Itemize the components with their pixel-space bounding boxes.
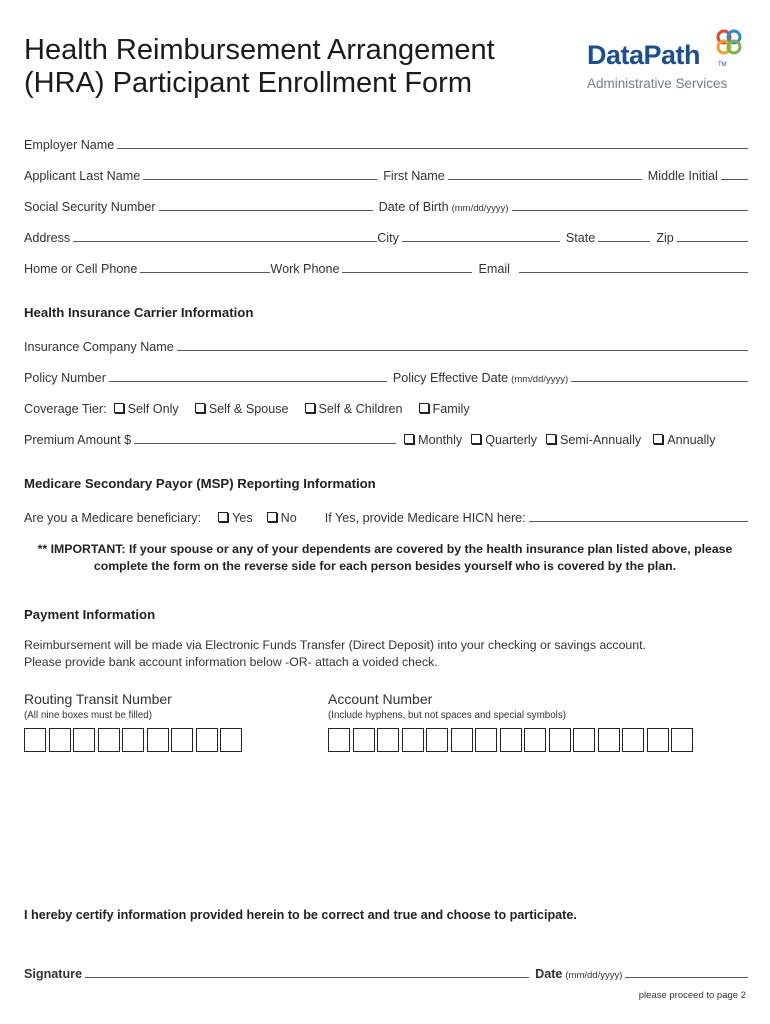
- dob-field[interactable]: [512, 210, 748, 211]
- work-phone-label: Work Phone: [270, 262, 340, 276]
- account-note: (Include hyphens, but not spaces and special symbols): [328, 710, 566, 721]
- medicare-row: [24, 507, 748, 525]
- checkbox-icon[interactable]: [267, 512, 277, 522]
- page-title: [24, 34, 495, 100]
- dob-format: (mm/dd/yyyy): [451, 203, 509, 214]
- account-digit-box[interactable]: [377, 728, 399, 752]
- account-digit-box[interactable]: [426, 728, 448, 752]
- payment-line-2: Please provide bank account information below -OR- attach a voided check.: [24, 655, 438, 669]
- account-digit-box[interactable]: [622, 728, 644, 752]
- state-label: State: [565, 231, 596, 245]
- dob-label: Date of Birth: [378, 200, 449, 214]
- frequency-option-annually[interactable]: Annually: [653, 433, 715, 447]
- ssn-label: Social Security Number: [24, 200, 156, 214]
- account-number-boxes: [328, 728, 696, 752]
- employer-name-label: Employer Name: [24, 138, 115, 152]
- coverage-option-self-spouse[interactable]: Self & Spouse: [195, 402, 289, 416]
- insurance-company-label: Insurance Company Name: [24, 340, 174, 354]
- applicant-name-row: [24, 165, 748, 183]
- logo-subtitle: Administrative Services: [587, 76, 728, 91]
- insurance-company-field[interactable]: [177, 350, 748, 351]
- policy-number-field[interactable]: [109, 381, 387, 382]
- page-footer: please proceed to page 2: [638, 990, 746, 1001]
- checkbox-icon[interactable]: [218, 512, 228, 522]
- hicn-field[interactable]: [529, 521, 748, 522]
- routing-title: Routing Transit Number: [24, 691, 172, 707]
- signature-field[interactable]: [85, 977, 529, 978]
- address-row: [24, 227, 748, 245]
- middle-initial-field[interactable]: [721, 179, 748, 180]
- employer-name-field[interactable]: [117, 148, 748, 149]
- checkbox-icon[interactable]: [404, 434, 414, 444]
- medicare-option-yes[interactable]: Yes: [218, 511, 253, 525]
- coverage-option-self-children[interactable]: Self & Children: [305, 402, 403, 416]
- email-field[interactable]: [519, 272, 748, 273]
- payment-instructions: [24, 637, 744, 671]
- state-field[interactable]: [598, 241, 650, 242]
- account-digit-box[interactable]: [671, 728, 693, 752]
- city-field[interactable]: [402, 241, 560, 242]
- account-digit-box[interactable]: [598, 728, 620, 752]
- checkbox-icon[interactable]: [195, 403, 205, 413]
- account-digit-box[interactable]: [524, 728, 546, 752]
- routing-digit-box[interactable]: [220, 728, 242, 752]
- policy-row: [24, 367, 748, 385]
- title-line-1: Health Reimbursement Arrangement: [24, 34, 495, 66]
- checkbox-icon[interactable]: [305, 403, 315, 413]
- account-digit-box[interactable]: [475, 728, 497, 752]
- routing-digit-box[interactable]: [171, 728, 193, 752]
- checkbox-icon[interactable]: [546, 434, 556, 444]
- phone-row: [24, 258, 748, 276]
- email-label: Email: [478, 262, 510, 276]
- home-phone-label: Home or Cell Phone: [24, 262, 138, 276]
- checkbox-icon[interactable]: [653, 434, 663, 444]
- account-digit-box[interactable]: [573, 728, 595, 752]
- account-digit-box[interactable]: [402, 728, 424, 752]
- city-label: City: [377, 231, 399, 245]
- frequency-option-semi-annually[interactable]: Semi-Annually: [546, 433, 641, 447]
- checkbox-icon[interactable]: [471, 434, 481, 444]
- coverage-option-family[interactable]: Family: [419, 402, 470, 416]
- zip-field[interactable]: [677, 241, 748, 242]
- last-name-field[interactable]: [143, 179, 377, 180]
- certification-statement: I hereby certify information provided herein to be correct and true and choose to participate.: [24, 908, 577, 922]
- last-name-label: Applicant Last Name: [24, 169, 141, 183]
- address-label: Address: [24, 231, 71, 245]
- account-digit-box[interactable]: [328, 728, 350, 752]
- signature-row: [24, 963, 748, 981]
- routing-digit-box[interactable]: [98, 728, 120, 752]
- employer-name-row: [24, 134, 748, 152]
- signature-date-label: Date: [535, 967, 563, 981]
- routing-digit-box[interactable]: [24, 728, 46, 752]
- coverage-tier-label: Coverage Tier:: [24, 402, 107, 416]
- hicn-label: If Yes, provide Medicare HICN here:: [324, 511, 526, 525]
- frequency-option-monthly[interactable]: Monthly: [404, 433, 462, 447]
- insurance-company-row: [24, 336, 748, 354]
- coverage-tier-row: [24, 398, 748, 416]
- premium-row: [24, 429, 748, 447]
- account-digit-box[interactable]: [647, 728, 669, 752]
- address-field[interactable]: [73, 241, 377, 242]
- checkbox-icon[interactable]: [114, 403, 124, 413]
- premium-field[interactable]: [134, 443, 396, 444]
- logo-wordmark: DataPath: [587, 40, 701, 70]
- medicare-question: Are you a Medicare beneficiary:: [24, 511, 202, 525]
- routing-number-boxes: [24, 728, 245, 752]
- effective-date-label: Policy Effective Date: [392, 371, 509, 385]
- ssn-dob-row: [24, 196, 748, 214]
- title-line-2: (HRA) Participant Enrollment Form: [24, 67, 472, 99]
- signature-date-format: (mm/dd/yyyy): [565, 970, 623, 981]
- routing-digit-box[interactable]: [196, 728, 218, 752]
- datapath-logo: [585, 26, 750, 96]
- effective-date-format: (mm/dd/yyyy): [511, 374, 569, 385]
- middle-initial-label: Middle Initial: [647, 169, 718, 183]
- routing-note: (All nine boxes must be filled): [24, 710, 152, 721]
- checkbox-icon[interactable]: [419, 403, 429, 413]
- account-title: Account Number: [328, 691, 433, 707]
- routing-digit-box[interactable]: [122, 728, 144, 752]
- routing-digit-box[interactable]: [73, 728, 95, 752]
- logo-trademark: TM: [718, 62, 727, 68]
- account-digit-box[interactable]: [451, 728, 473, 752]
- medicare-heading: Medicare Secondary Payor (MSP) Reporting Information: [24, 476, 376, 491]
- signature-date-field[interactable]: [625, 977, 748, 978]
- frequency-option-quarterly[interactable]: Quarterly: [471, 433, 537, 447]
- insurance-heading: Health Insurance Carrier Information: [24, 305, 254, 320]
- knot-icon: [713, 26, 745, 58]
- medicare-option-no[interactable]: No: [267, 511, 297, 525]
- signature-label: Signature: [24, 967, 83, 981]
- routing-digit-box[interactable]: [147, 728, 169, 752]
- zip-label: Zip: [656, 231, 674, 245]
- work-phone-field[interactable]: [342, 272, 472, 273]
- account-digit-box[interactable]: [353, 728, 375, 752]
- ssn-field[interactable]: [159, 210, 373, 211]
- payment-heading: Payment Information: [24, 607, 156, 622]
- account-digit-box[interactable]: [549, 728, 571, 752]
- first-name-label: First Name: [383, 169, 445, 183]
- policy-number-label: Policy Number: [24, 371, 106, 385]
- payment-line-1: Reimbursement will be made via Electronic Funds Transfer (Direct Deposit) into your checking or savings account.: [24, 638, 646, 652]
- coverage-option-self-only[interactable]: Self Only: [114, 402, 179, 416]
- first-name-field[interactable]: [448, 179, 642, 180]
- effective-date-field[interactable]: [571, 381, 748, 382]
- premium-label: Premium Amount $: [24, 433, 132, 447]
- important-notice: ** IMPORTANT: If your spouse or any of your dependents are covered by the health insurance plan listed above, please complete the form on the reverse side for each person besides yourself who is covered by the plan.: [37, 542, 733, 573]
- routing-digit-box[interactable]: [49, 728, 71, 752]
- account-digit-box[interactable]: [500, 728, 522, 752]
- home-phone-field[interactable]: [140, 272, 270, 273]
